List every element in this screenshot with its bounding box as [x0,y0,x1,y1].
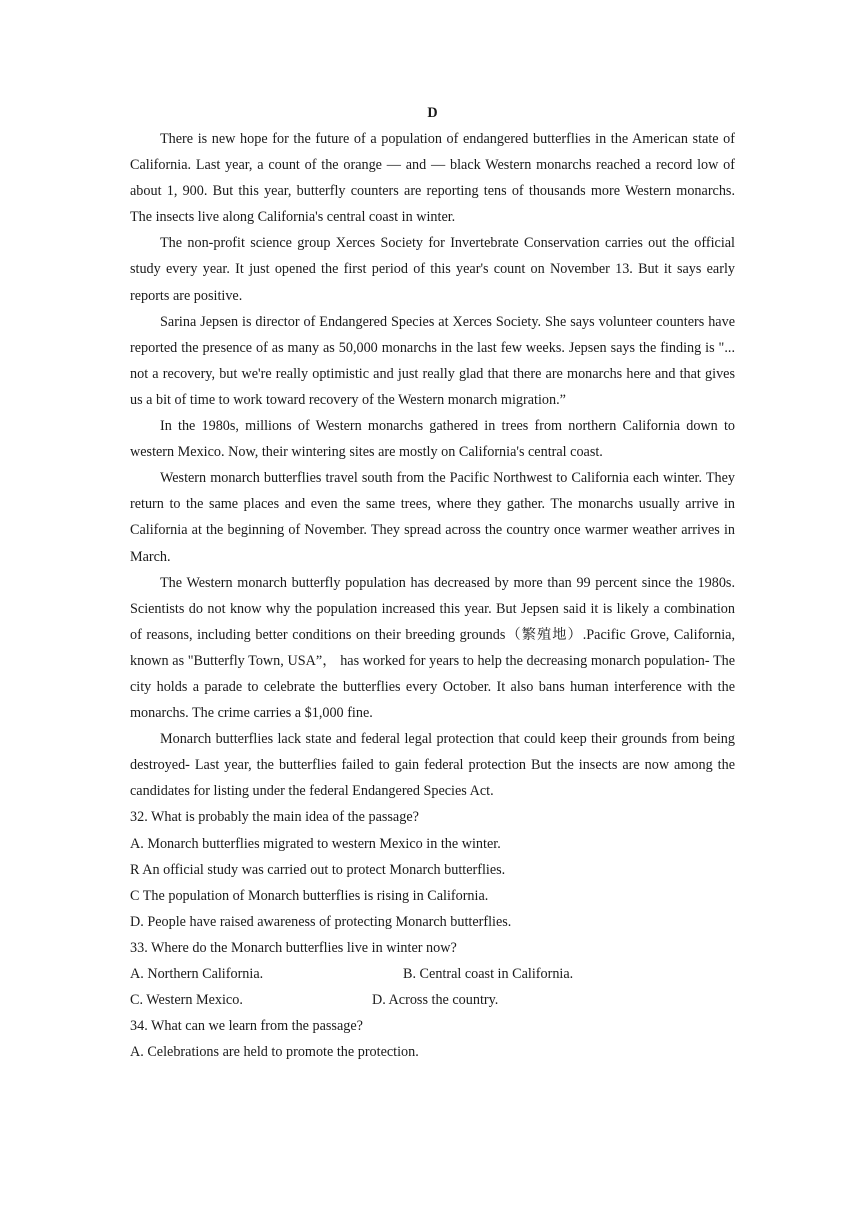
question-33-option-b: B. Central coast in California. [403,966,574,982]
question-33-options-row-2 [130,987,735,1013]
question-33-options-row-1 [130,961,735,987]
passage-paragraph-5: Western monarch butterflies travel south from the Pacific Northwest to California each winter. They return to the same places and even the same trees, where they gather. The monarchs usually arrive in California at the beginning of November. They spread across the country once warmer weather arrives in March. [130,470,735,565]
passage-paragraph-3: Sarina Jepsen is director of Endangered Species at Xerces Society. She says volunteer counters have reported the presence of as many as 50,000 monarchs in the last few weeks. Jepsen says the finding is "... not a recovery, but we're really optimistic and just really glad that there are monarchs here and that gives us a bit of time to work toward recovery of the Western monarch migration.” [130,313,735,408]
passage-paragraph-7: Monarch butterflies lack state and federal legal protection that could keep their grounds from being destroyed- Last year, the butterflies failed to gain federal protection But the insects are now among the candidates for listing under the federal Endangered Species Act. [130,731,735,800]
question-32-stem: 32. What is probably the main idea of the passage? [130,809,419,826]
question-33-option-d: D. Across the country. [372,992,499,1009]
question-32-option-a: A. Monarch butterflies migrated to western Mexico in the winter. [130,835,501,852]
question-34-stem: 34. What can we learn from the passage? [130,1018,363,1035]
question-32-option-b: R An official study was carried out to protect Monarch butterflies. [130,861,506,878]
question-32-option-c: C The population of Monarch butterflies is rising in California. [130,887,489,904]
question-33-option-a: A. Northern California. [130,966,264,982]
passage-paragraph-6: The Western monarch butterfly population has decreased by more than 99 percent since the 1980s. Scientists do not know why the population increased this year. But Jepsen said it is likely a combination of reasons, including better conditions on their breeding grounds（繁殖地）.Pacific Grove, California, known as "Butterfly Town, USA”， has worked for years to help the decreasing monarch population- The city holds a parade to celebrate the butterflies every October. It also bans human interference with the monarchs. The crime carries a $1,000 fine. [130,574,735,722]
passage-paragraph-4: In the 1980s, millions of Western monarchs gathered in trees from northern California down to western Mexico. Now, their wintering sites are mostly on California's central coast. [130,418,735,461]
question-32-option-d: D. People have raised awareness of protecting Monarch butterflies. [130,913,512,930]
question-33-stem: 33. Where do the Monarch butterflies live in winter now? [130,939,457,956]
passage-paragraph-1: There is new hope for the future of a population of endangered butterflies in the American state of California. Last year, a count of the orange — and — black Western monarchs reached a record low of about 1, 900. But this year, butterfly counters are reporting tens of thousands more Western monarchs. The insects live along California's central coast in winter. [130,131,735,226]
question-34-option-a: A. Celebrations are held to promote the protection. [130,1044,419,1061]
question-33-option-c: C. Western Mexico. [130,992,243,1009]
passage-paragraph-2: The non-profit science group Xerces Society for Invertebrate Conservation carries out the official study every year. It just opened the first period of this year's count on November 13. But it says early reports are positive. [130,235,735,304]
document-page [130,100,735,1065]
section-heading: D [427,105,438,121]
